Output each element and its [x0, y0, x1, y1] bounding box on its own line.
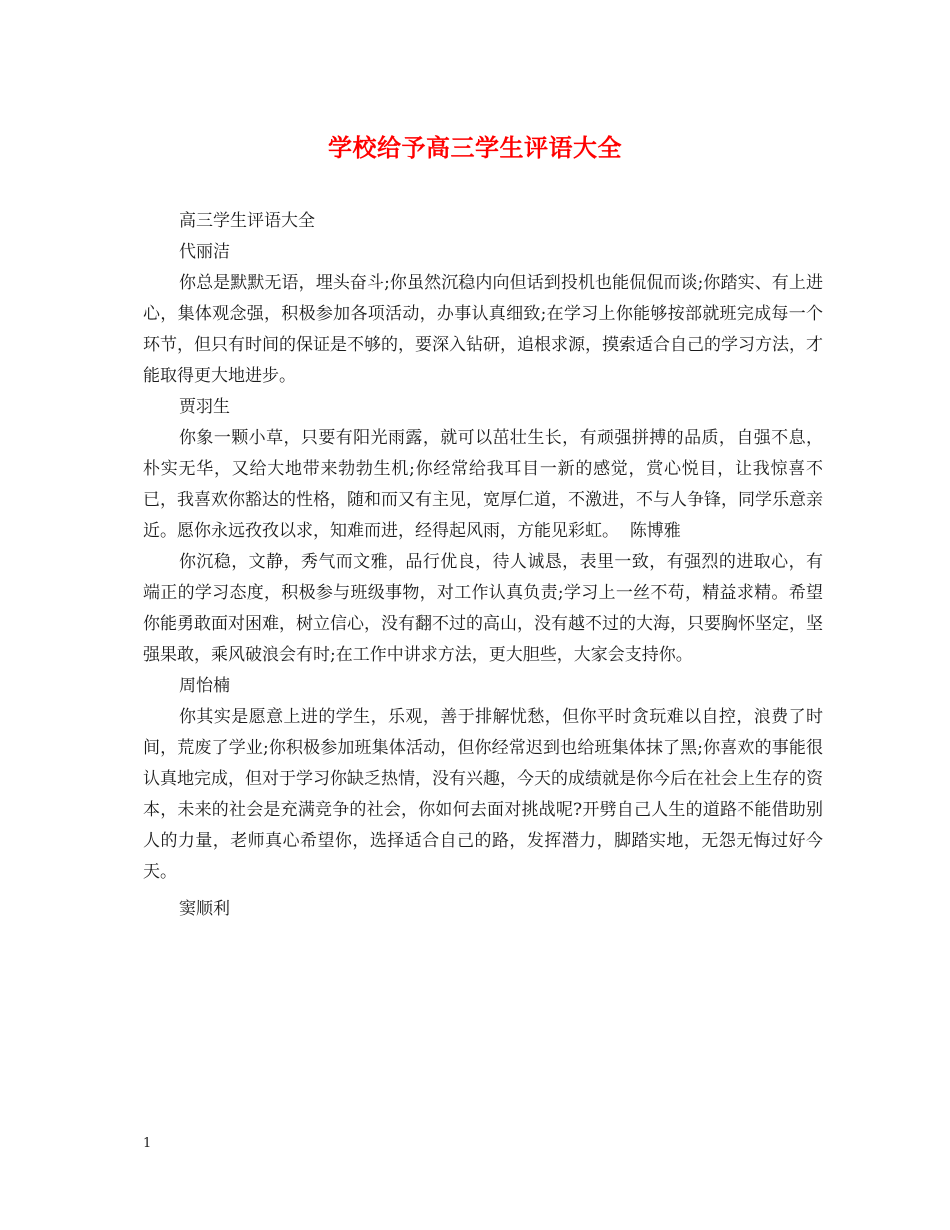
student-comment: 你其实是愿意上进的学生，乐观，善于排解忧愁，但你平时贪玩难以自控，浪费了时间，荒废了学业;你积极参加班集体活动，但你经常迟到也给班集体抹了黑;你喜欢的事能很认真地完成，但对于学习你缺乏热情，没有兴趣，今天的成绩就是你今后在社会上生存的资本，未来的社会是充满竞争的社会，你如何去面对挑战呢?开劈自己人生的道路不能借助别人的力量，老师真心希望你，选择适合自己的路，发挥潜力，脚踏实地，无怨无悔过好今天。: [143, 707, 823, 882]
document-title: 学校给予高三学生评语大全: [328, 133, 622, 162]
document-body: [143, 206, 823, 925]
student-name: 窦顺利: [179, 899, 230, 919]
document-subtitle: 高三学生评语大全: [179, 211, 315, 231]
student-name-inline: 陈博雅: [629, 521, 681, 541]
page-number: 1: [143, 1136, 152, 1151]
student-name: 周怡楠: [179, 676, 230, 696]
student-name: 代丽洁: [179, 242, 230, 262]
student-name: 贾羽生: [179, 397, 230, 417]
student-comment: 你沉稳，文静，秀气而文雅，品行优良，待人诚恳，表里一致，有强烈的进取心，有端正的学习态度，积极参与班级事物，对工作认真负责;学习上一丝不苟，精益求精。希望你能勇敢面对困难，树立信心，没有翻不过的高山，没有越不过的大海，只要胸怀坚定，坚强果敢，乘风破浪会有时;在工作中讲求方法，更大胆些，大家会支持你。: [143, 552, 823, 665]
student-comment-text: 你象一颗小草，只要有阳光雨露，就可以茁壮生长，有顽强拼搏的品质，自强不息，朴实无华，又给大地带来勃勃生机;你经常给我耳目一新的感觉，赏心悦目，让我惊喜不已，我喜欢你豁达的性格，随和而又有主见，宽厚仁道，不激进，不与人争锋，同学乐意亲近。愿你永远孜孜以求，知难而进，经得起风雨，方能见彩虹。: [143, 428, 823, 541]
student-comment: [143, 423, 823, 547]
student-comment: 你总是默默无语，埋头奋斗;你虽然沉稳内向但话到投机也能侃侃而谈;你踏实、有上进心，集体观念强，积极参加各项活动，办事认真细致;在学习上你能够按部就班完成每一个环节，但只有时间的保证是不够的，要深入钻研，追根求源，摸索适合自己的学习方法，才能取得更大地进步。: [143, 273, 823, 386]
